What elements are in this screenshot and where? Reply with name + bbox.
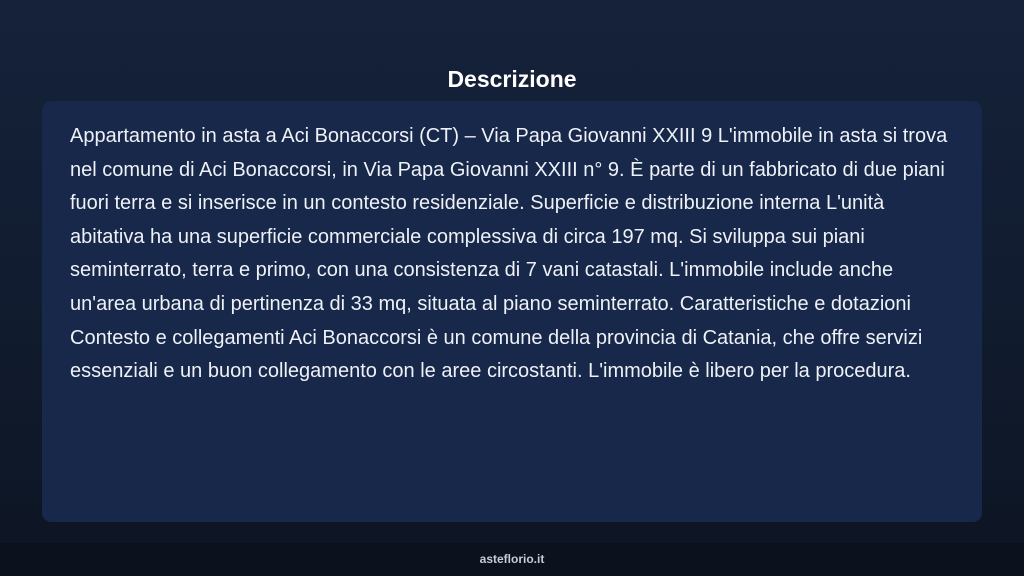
footer-brand: asteflorio.it: [479, 552, 545, 566]
description-card: [42, 101, 982, 522]
footer-bar: [0, 543, 1024, 576]
page-title: Descrizione: [447, 66, 577, 93]
description-text: Appartamento in asta a Aci Bonaccorsi (CT) – Via Papa Giovanni XXIII 9 L'immobile in asta si trova nel comune di Aci Bonaccorsi, in Via Papa Giovanni XXIII n° 9. È parte di un fabbricato di due piani fuori terra e si inserisce in un contesto residenziale. Superficie e distribuzione interna L'unità abitativa ha una superficie commerciale complessiva di circa 197 mq. Si sviluppa sui piani seminterrato, terra e primo, con una consistenza di 7 vani catastali. L'immobile include anche un'area urbana di pertinenza di 33 mq, situata al piano seminterrato. Caratteristiche e dotazioni Contesto e collegamenti Aci Bonaccorsi è un comune della provincia di Catania, che offre servizi essenziali e un buon collegamento con le aree circostanti. L'immobile è libero per la procedura.: [70, 125, 948, 383]
